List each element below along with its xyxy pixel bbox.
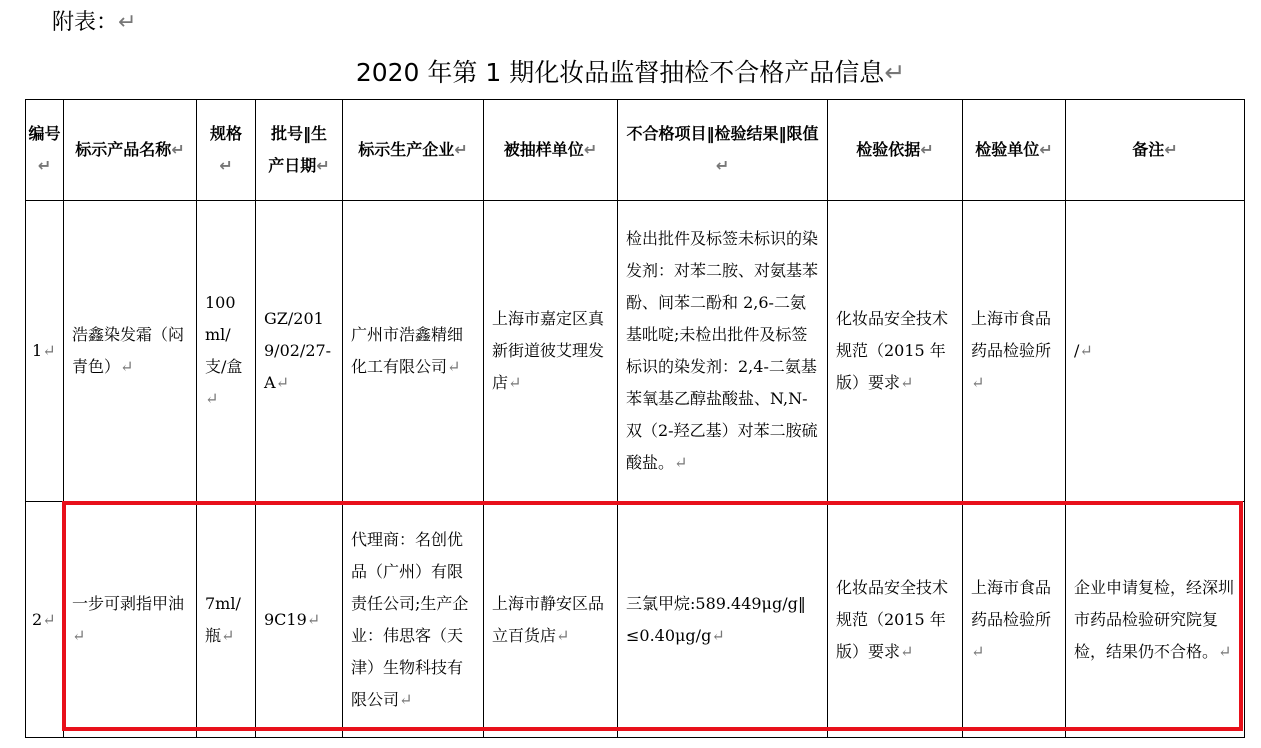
cell-batch: GZ/2019/02/27-A↵ [256,201,343,502]
cell-basis: 化妆品安全技术规范（2015 年版）要求↵ [828,502,963,738]
cell-failed-item: 检出批件及标签未标识的染发剂：对苯二胺、对氨基苯酚、间苯二酚和 2,6-二氨基吡啶;未检出批件及标签标识的染发剂：2,4-二氨基苯氧基乙醇盐酸盐、N,N-双（2-羟乙基）对苯二胺硫酸盐。↵ [618,201,828,502]
paragraph-mark-icon: ↵ [884,58,906,87]
cell-lab: 上海市食品药品检验所↵ [963,502,1066,738]
cell-manufacturer: 代理商：名创优品（广州）有限责任公司;生产企业：伟思客（天津）生物科技有限公司↵ [343,502,484,738]
table-row [26,502,1245,738]
cell-spec: 7ml/瓶↵ [197,502,256,738]
header-cell-batch: 批号‖生产日期↵ [256,100,343,201]
cell-product-name: 一步可剥指甲油↵ [64,502,197,738]
header-cell-basis: 检验依据↵ [828,100,963,201]
header-cell-number: 编号↵ [26,100,64,201]
cell-remark: 企业申请复检，经深圳市药品检验研究院复检，结果仍不合格。↵ [1066,502,1245,738]
cell-failed-item: 三氯甲烷:589.449μg/g‖≤0.40μg/g↵ [618,502,828,738]
header-cell-manufacturer: 标示生产企业↵ [343,100,484,201]
cell-manufacturer: 广州市浩鑫精细化工有限公司↵ [343,201,484,502]
cell-batch: 9C19↵ [256,502,343,738]
paragraph-mark-icon: ↵ [118,10,137,35]
page-title: 2020 年第 1 期化妆品监督抽检不合格产品信息↵ [355,58,906,87]
header-cell-sampled-unit: 被抽样单位↵ [484,100,618,201]
header-cell-lab: 检验单位↵ [963,100,1066,201]
cell-lab: 上海市食品药品检验所↵ [963,201,1066,502]
cell-sampled-unit: 上海市嘉定区真新街道彼艾理发店↵ [484,201,618,502]
cell-remark: /↵ [1066,201,1245,502]
header-cell-product-name: 标示产品名称↵ [64,100,197,201]
cell-number: 1↵ [26,201,64,502]
cell-sampled-unit: 上海市静安区品立百货店↵ [484,502,618,738]
cell-basis: 化妆品安全技术规范（2015 年版）要求↵ [828,201,963,502]
table-header-row [26,100,1245,201]
table-row [26,201,1245,502]
cell-number: 2↵ [26,502,64,738]
cell-spec: 100ml/支/盒↵ [197,201,256,502]
header-cell-failed-item: 不合格项目‖检验结果‖限值↵ [618,100,828,201]
header-cell-remark: 备注↵ [1066,100,1245,201]
unqualified-products-table [25,99,1245,738]
cell-product-name: 浩鑫染发霜（闷青色）↵ [64,201,197,502]
appendix-label: 附表：↵ [52,10,137,35]
header-cell-spec: 规格↵ [197,100,256,201]
